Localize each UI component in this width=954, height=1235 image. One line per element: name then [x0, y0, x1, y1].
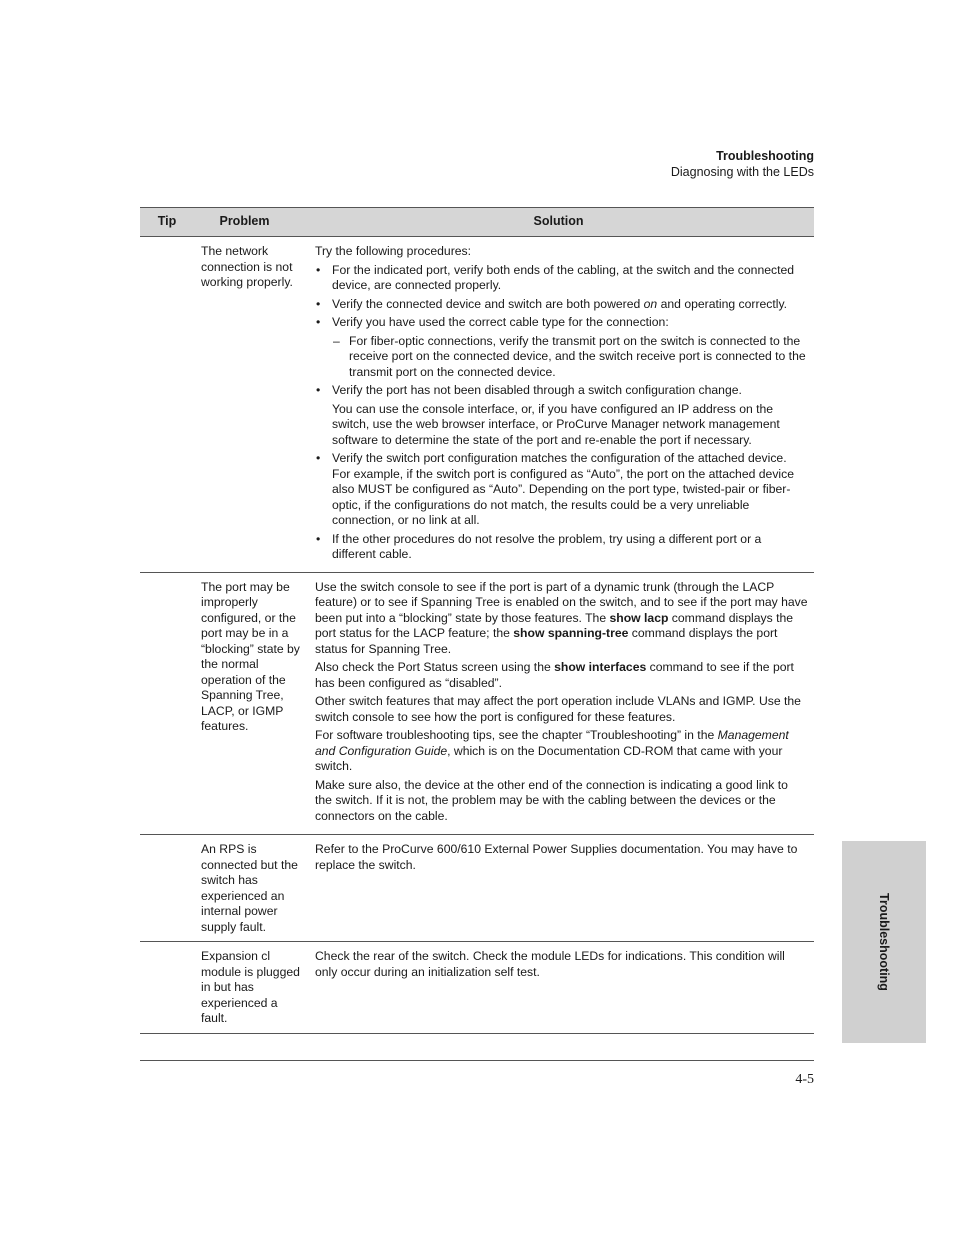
list-item: • Verify the port has not been disabled through a switch configuration change. You can use the console interface, or, if you have configured an IP address on the switch, use the web browser interface, or ProCurve Manager network management software to determine the state of the port and re-enable the port if necessary. — [315, 383, 808, 448]
problem-cell: Expansion cl module is plugged in but has experienced a fault. — [201, 949, 300, 1025]
chapter-thumb-tab — [842, 841, 926, 1043]
running-head — [671, 148, 814, 180]
tip-cell — [140, 579, 194, 828]
column-header-problem: Problem — [219, 214, 270, 229]
solution-paragraph: Check the rear of the switch. Check the module LEDs for indications. This condition will only occur during an initialization self test. — [315, 949, 785, 979]
troubleshooting-table — [140, 207, 814, 1034]
page-number: 4-5 — [795, 1072, 814, 1087]
section-title: Diagnosing with the LEDs — [670, 165, 814, 179]
list-item: • Verify you have used the correct cable type for the connection: – For fiber-optic connections, verify the transmit port on the switch is connected to the receive port on the connected device, and the switch receive port is connected to the transmit port on the connected device. — [315, 315, 808, 380]
tip-cell — [140, 948, 194, 1027]
procedure-list — [315, 263, 808, 563]
chapter-title: Troubleshooting — [716, 149, 814, 163]
thumb-tab-label: Troubleshooting — [877, 893, 891, 991]
table-header — [140, 207, 814, 237]
solution-paragraph: Make sure also, the device at the other end of the connection is indicating a good link to the switch. If it is not, the problem may be with the cabling between the devices or the connectors on the cable. — [315, 777, 788, 823]
solution-paragraph: Use the switch console to see if the port is part of a dynamic trunk (through the LACP feature) or to see if Spanning Tree is enabled on the switch, and to see if the port may have been put into a “blocking” state by those features. The show lacp command displays the port status for the LACP feature; the show spanning-tree command displays the port status for Spanning Tree. — [315, 579, 808, 656]
column-header-tip: Tip — [157, 214, 177, 229]
table-row — [140, 237, 814, 573]
solution-paragraph: Also check the Port Status screen using the show interfaces command to see if the port has been configured as “disabled”. — [315, 660, 794, 690]
solution-paragraph: Other switch features that may affect the port operation include VLANs and IGMP. Use the switch console to see how the port is configured for these features. — [315, 694, 801, 724]
solution-cell — [309, 841, 814, 935]
sub-list-item: – For fiber-optic connections, verify the transmit port on the switch is connected to the receive port on the connected device, and the switch receive port is connected to the transmit port on the connected device. — [332, 334, 808, 381]
solution-paragraph: For software troubleshooting tips, see the chapter “Troubleshooting” in the Management and Configuration Guide, which is on the Documentation CD-ROM that came with your switch. — [315, 728, 789, 773]
list-item: • Verify the switch port configuration matches the configuration of the attached device. For example, if the switch port is configured as “Auto”, the port on the attached device also MUST be configured as “Auto”. Depending on the port type, twisted-pair or fiber-optic, if the configurations do not match, the results could be a very unreliable connection, or no link at all. — [315, 451, 808, 529]
tip-cell — [140, 841, 194, 935]
solution-cell — [309, 579, 814, 828]
problem-cell: The network connection is not working properly. — [201, 244, 293, 289]
tip-cell — [140, 243, 194, 566]
table-row — [140, 573, 814, 836]
list-item: • For the indicated port, verify both ends of the cabling, at the switch and the connected device, are connected properly. — [315, 263, 808, 294]
problem-cell: An RPS is connected but the switch has experienced an internal power supply fault. — [201, 842, 298, 934]
sub-list — [332, 334, 808, 381]
table-row — [140, 942, 814, 1034]
solution-cell — [309, 948, 814, 1027]
footer-rule — [140, 1060, 814, 1061]
table-row — [140, 835, 814, 942]
list-item: • If the other procedures do not resolve the problem, try using a different port or a different cable. — [315, 532, 808, 563]
solution-intro: Try the following procedures: — [315, 244, 472, 258]
problem-cell: The port may be improperly configured, or the port may be in a “blocking” state by the normal operation of the Spanning Tree, LACP, or IGMP features. — [201, 579, 300, 733]
list-item-note: You can use the console interface, or, if you have configured an IP address on the switch, use the web browser interface, or ProCurve Manager network management software to determine the state of the port and re-enable the port if necessary. — [332, 401, 780, 447]
list-item: • Verify the connected device and switch are both powered on and operating correctly. — [315, 297, 808, 313]
solution-cell — [309, 243, 814, 566]
solution-paragraph: Refer to the ProCurve 600/610 External Power Supplies documentation. You may have to replace the switch. — [315, 842, 798, 872]
column-header-solution: Solution — [533, 214, 584, 229]
